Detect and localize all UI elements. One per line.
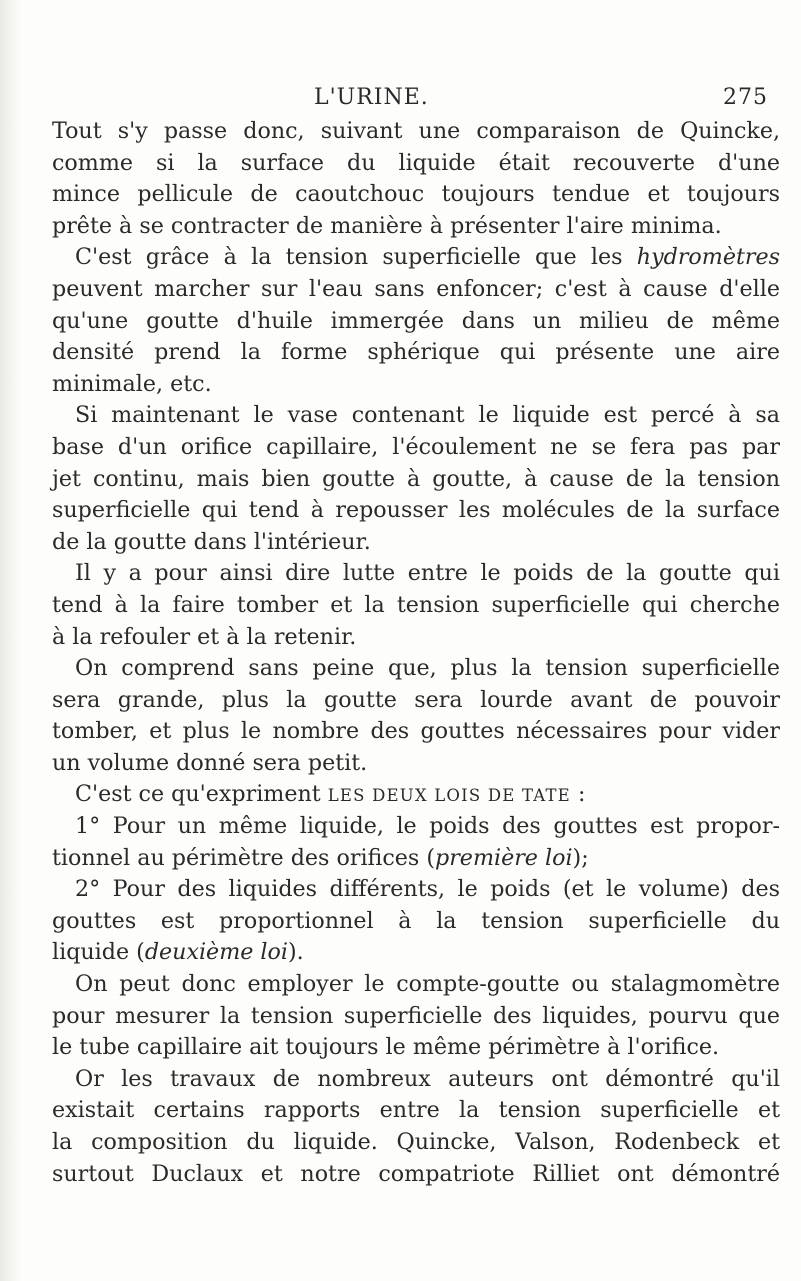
text-line (52, 748, 780, 780)
text-line (52, 653, 780, 685)
text-run: ). (287, 939, 304, 966)
text-line (52, 495, 780, 527)
running-header (58, 85, 780, 115)
text-line (52, 1032, 780, 1064)
page-gutter-shadow (0, 0, 22, 1281)
text-run: Or les travaux de nombreux auteurs ont démontré qu'il (75, 1065, 780, 1092)
text-run: le tube capillaire ait toujours le même périmètre à l'orifice. (52, 1034, 720, 1061)
text-line (52, 1159, 780, 1191)
text-line (52, 622, 780, 654)
text-line (52, 1064, 780, 1096)
text-line (52, 937, 780, 969)
text-run: On peut donc employer le compte-goutte ou stalagmomètre (75, 971, 780, 998)
text-line (52, 716, 780, 748)
text-run: tend à la faire tomber et la tension superficielle qui cherche (52, 591, 780, 618)
running-title: L'URINE. (314, 85, 429, 110)
text-run: Si maintenant le vase contenant le liquide est percé à sa (75, 402, 780, 429)
italic-text: deuxième loi (144, 939, 288, 966)
text-run: superficielle qui tend à repousser les molécules de la surface (52, 497, 780, 524)
italic-text: première loi (435, 844, 573, 871)
text-line (52, 464, 780, 496)
text-run: C'est grâce à la tension superficielle que les (75, 244, 637, 271)
small-caps-text: LES DEUX LOIS DE TATE (327, 786, 571, 806)
text-run: tionnel au périmètre des orifices ( (52, 844, 435, 871)
text-run: 2° Pour des liquides différents, le poids (et le volume) des (75, 876, 780, 903)
text-line (52, 779, 780, 811)
text-run: tomber, et plus le nombre des gouttes nécessaires pour vider (52, 718, 780, 745)
text-line (52, 179, 780, 211)
text-run: de la goutte dans l'intérieur. (52, 528, 371, 555)
text-run: base d'un orifice capillaire, l'écoulement ne se fera pas par (52, 433, 780, 460)
text-line (52, 274, 780, 306)
text-run: prête à se contracter de manière à présenter l'aire minima. (52, 212, 722, 239)
text-line (52, 242, 780, 274)
text-line (52, 432, 780, 464)
text-line (52, 590, 780, 622)
text-run: : (570, 781, 586, 808)
text-line (52, 874, 780, 906)
text-line (52, 527, 780, 559)
text-run: peuvent marcher sur l'eau sans enfoncer; c'est à cause d'elle (52, 275, 780, 302)
text-run: Tout s'y passe donc, suivant une comparaison de Quincke, (52, 118, 780, 144)
text-run: un volume donné sera petit. (52, 749, 368, 776)
text-run: surtout Duclaux et notre compatriote Rilliet ont démontré (52, 1160, 780, 1187)
text-line (52, 369, 780, 401)
text-line (52, 1095, 780, 1127)
text-run: pour mesurer la tension superficielle des liquides, pourvu que (52, 1002, 780, 1029)
text-run: sera grande, plus la goutte sera lourde avant de pouvoir (52, 686, 780, 713)
text-line (52, 558, 780, 590)
text-line (52, 306, 780, 338)
text-run: comme si la surface du liquide était recouverte d'une (52, 149, 780, 176)
page-number: 275 (723, 85, 768, 110)
text-run: On comprend sans peine que, plus la tension superficielle (75, 655, 780, 682)
text-run: gouttes est proportionnel à la tension superficielle du (52, 907, 780, 934)
text-line (52, 685, 780, 717)
body-text (52, 116, 780, 1190)
text-run: mince pellicule de caoutchouc toujours tendue et toujours (52, 181, 780, 208)
text-run: 1° Pour un même liquide, le poids des gouttes est propor- (75, 813, 780, 840)
text-line (52, 116, 780, 148)
text-run: minimale, etc. (52, 370, 212, 397)
text-line (52, 1127, 780, 1159)
text-line (52, 811, 780, 843)
text-line (52, 843, 780, 875)
text-run: à la refouler et à la retenir. (52, 623, 357, 650)
text-line (52, 969, 780, 1001)
text-line (52, 1001, 780, 1033)
text-line (52, 906, 780, 938)
text-line (52, 211, 780, 243)
text-run: ); (572, 844, 589, 871)
text-line (52, 400, 780, 432)
text-run: Il y a pour ainsi dire lutte entre le poids de la goutte qui (75, 560, 780, 587)
text-run: densité prend la forme sphérique qui présente une aire (52, 339, 780, 366)
text-run: la composition du liquide. Quincke, Valson, Rodenbeck et (52, 1129, 780, 1155)
text-run: C'est ce qu'expriment (75, 781, 328, 808)
text-line (52, 337, 780, 369)
text-run: jet continu, mais bien goutte à goutte, à cause de la tension (52, 465, 780, 492)
italic-text: hydromètres (636, 244, 780, 271)
text-run: existait certains rapports entre la tension superficielle et (52, 1097, 780, 1124)
text-run: qu'une goutte d'huile immergée dans un milieu de même (52, 307, 780, 334)
text-run: liquide ( (52, 939, 145, 966)
text-line (52, 148, 780, 180)
